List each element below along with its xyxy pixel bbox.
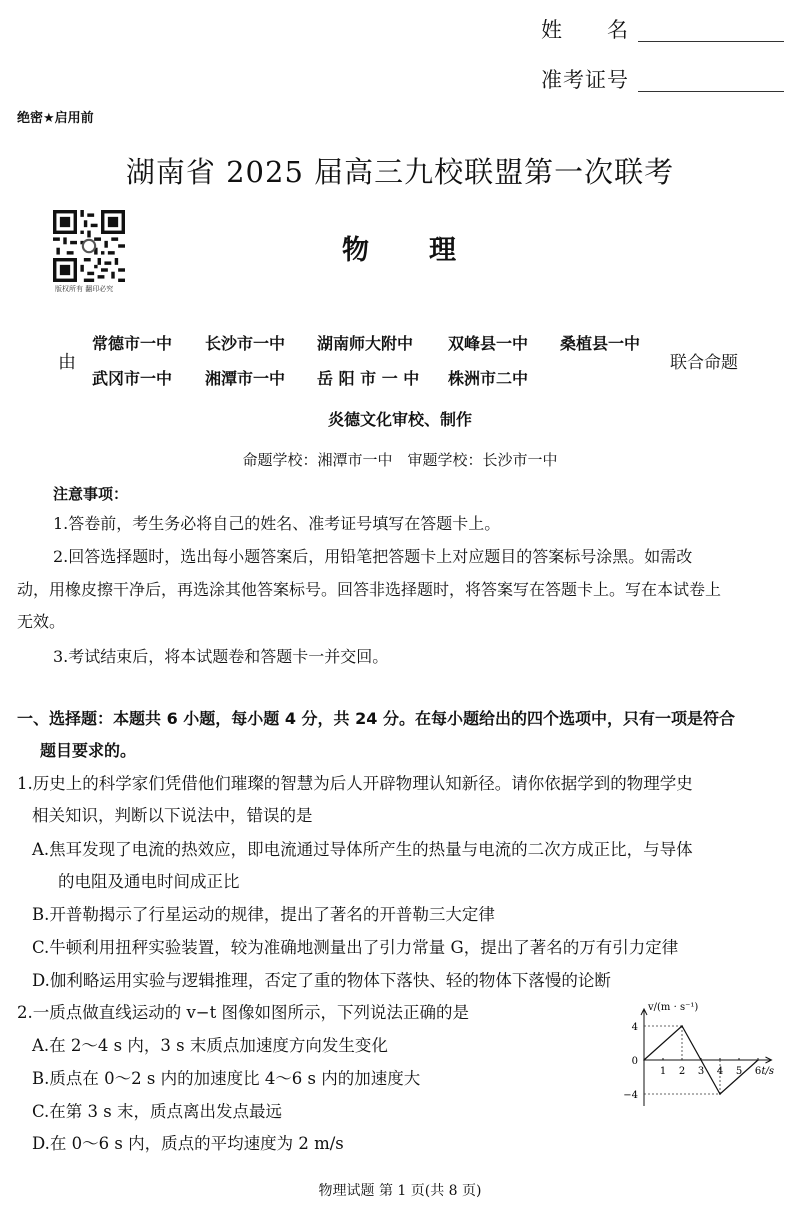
name-field[interactable] <box>638 40 784 42</box>
page-title: 湖南省 2025 届高三九校联盟第一次联考 <box>125 155 675 189</box>
notice-item: 2.回答选择题时，选出每小题答案后，用铅笔把答题卡上对应题目的答案标号涂黑。如需改 <box>53 547 693 566</box>
data-point <box>719 1093 721 1095</box>
notice-item: 1.答卷前，考生务必将自己的姓名、准考证号填写在答题卡上。 <box>53 514 501 533</box>
school-item: 武冈市一中 <box>92 369 173 388</box>
setter-line: 命题学校：湘潭市一中 审题学校：长沙市一中 <box>242 451 558 469</box>
x-tick-label: 1 <box>659 1066 667 1077</box>
producer-line: 炎德文化审校、制作 <box>327 410 472 429</box>
option-c: C.在第 3 s 末，质点离出发点最远 <box>32 1102 282 1121</box>
exam-id-field[interactable] <box>638 90 784 92</box>
school-item: 湘潭市一中 <box>205 369 286 388</box>
x-tick-label: 6 <box>754 1066 762 1077</box>
vt-chart <box>618 996 798 1116</box>
school-item: 双峰县一中 <box>448 334 529 353</box>
joint-label: 联合命题 <box>670 353 738 373</box>
y-tick-label: 0 <box>631 1056 638 1067</box>
notice-heading: 注意事项： <box>53 485 129 503</box>
secret-label: 绝密★启用前 <box>17 111 94 126</box>
school-item: 桑植县一中 <box>560 334 641 353</box>
qr-caption: 版权所有 翻印必究 <box>55 285 114 293</box>
section-heading: 一、选择题：本题共 6 小题，每小题 4 分，共 24 分。在每小题给出的四个选项中，只有一项是符合 <box>17 709 735 728</box>
name-label: 姓 名 <box>541 18 629 42</box>
notice-item: 无效。 <box>17 612 66 631</box>
option-b: B.开普勒揭示了行星运动的规律，提出了著名的开普勒三大定律 <box>32 905 495 924</box>
option-a: A.在 2～4 s 内，3 s 末质点加速度方向发生变化 <box>32 1036 388 1055</box>
page-footer: 物理试题 第 1 页(共 8 页) <box>318 1183 482 1199</box>
x-tick-label: 5 <box>735 1066 743 1077</box>
question-stem: 相关知识，判断以下说法中，错误的是 <box>32 806 313 825</box>
section-heading: 题目要求的。 <box>40 741 137 760</box>
data-point <box>643 1059 645 1061</box>
option-a: A.焦耳发现了电流的热效应，即电流通过导体所产生的热量与电流的二次方成正比，与导体 <box>32 840 693 859</box>
option-a: 的电阻及通电时间成正比 <box>58 872 240 891</box>
school-item: 岳 阳 市 一 中 <box>317 369 420 388</box>
school-item: 湖南师大附中 <box>317 334 414 353</box>
x-tick-label: 2 <box>678 1066 686 1077</box>
data-point <box>681 1025 683 1027</box>
y-axis-label: v/(m · s⁻¹) <box>648 1002 699 1013</box>
school-item: 株洲市二中 <box>448 369 529 388</box>
notice-item: 动，用橡皮擦干净后，再选涂其他答案标号。回答非选择题时，将答案写在答题卡上。写在本试卷上 <box>17 580 722 599</box>
y-tick-label: 4 <box>631 1022 638 1033</box>
question-stem: 1.历史上的科学家们凭借他们璀璨的智慧为后人开辟物理认知新径。请你依据学到的物理学史 <box>17 774 693 793</box>
notice-item: 3.考试结束后，将本试题卷和答题卡一并交回。 <box>53 647 389 666</box>
school-item: 长沙市一中 <box>205 334 286 353</box>
option-d: D.伽利略运用实验与逻辑推理，否定了重的物体下落快、轻的物体下落慢的论断 <box>32 971 611 990</box>
question-stem: 2.一质点做直线运动的 v−t 图像如图所示，下列说法正确的是 <box>17 1003 470 1022</box>
option-c: C.牛顿利用扭秤实验装置，较为准确地测量出了引力常量 G，提出了著名的万有引力定律 <box>32 938 679 957</box>
option-d: D.在 0～6 s 内，质点的平均速度为 2 m/s <box>32 1134 344 1153</box>
data-point <box>757 1059 759 1061</box>
x-tick-label: 3 <box>697 1066 705 1077</box>
school-item: 常德市一中 <box>92 334 173 353</box>
exam-id-label: 准考证号 <box>541 68 629 92</box>
x-tick-label: 4 <box>716 1066 724 1077</box>
y-tick-label: −4 <box>623 1090 638 1101</box>
option-b: B.质点在 0～2 s 内的加速度比 4～6 s 内的加速度大 <box>32 1069 421 1088</box>
subject-title: 物 理 <box>342 235 458 266</box>
by-label: 由 <box>58 352 76 373</box>
x-axis-label: t/s <box>761 1066 775 1077</box>
